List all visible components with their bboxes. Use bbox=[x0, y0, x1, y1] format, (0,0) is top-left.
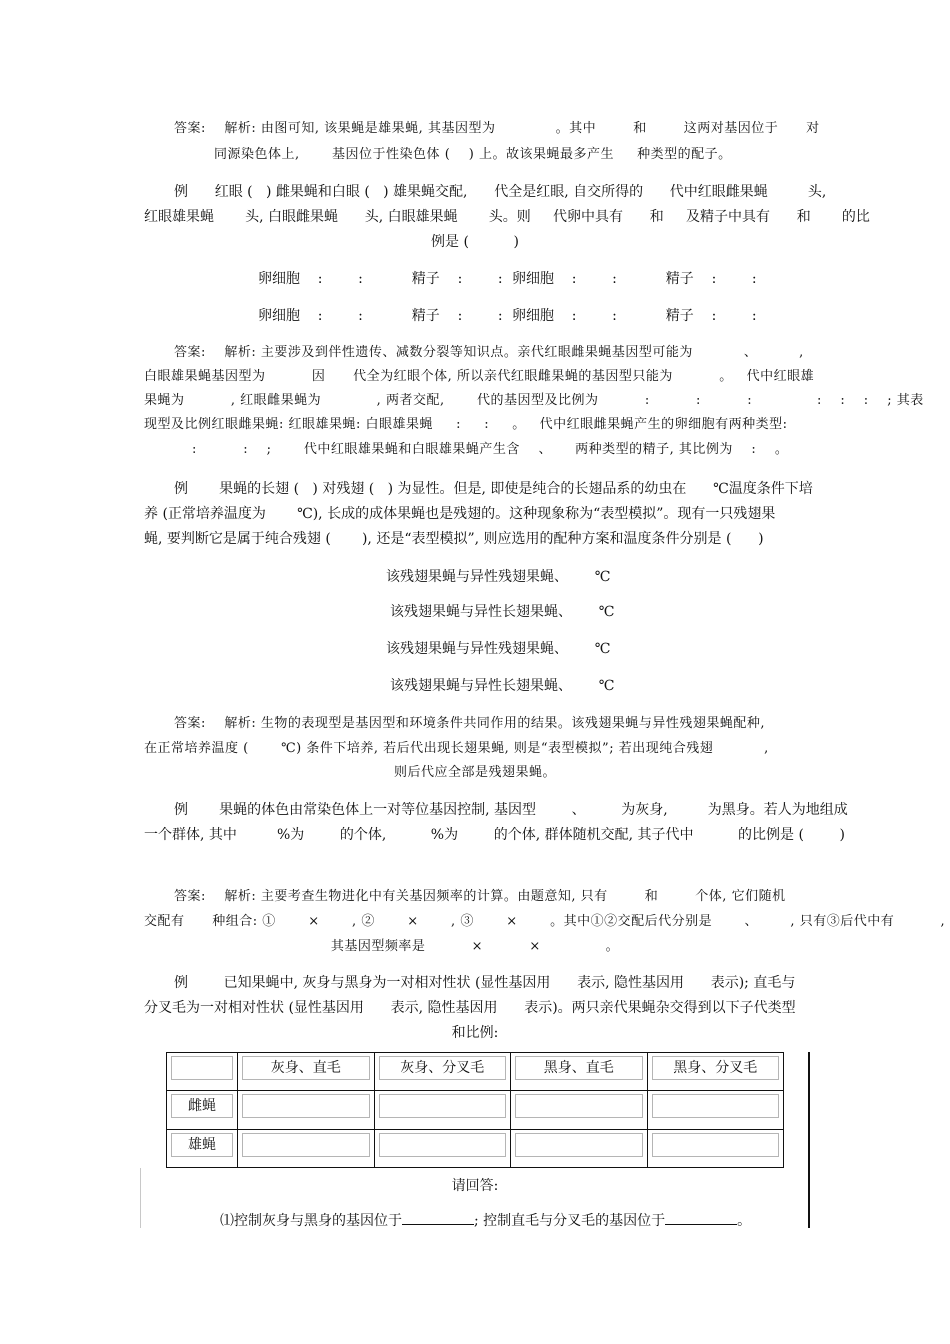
q4-answer-line-1: 答案: 解析: 主要考查生物进化中有关基因频率的计算。由题意知, 只有 和 个体, 它们随机 bbox=[174, 889, 786, 904]
q2-stem-line-3: 例是 ( ) bbox=[431, 234, 519, 250]
q3-stem-line-1: 例 果蝇的长翅 ( ) 对残翅 ( ) 为显性。但是, 即使是纯合的长翅品系的幼虫在 ℃温度条件下培 bbox=[174, 481, 813, 497]
offspring-ratio-table bbox=[166, 1052, 784, 1168]
q2-answer-line-2: 白眼雄果蝇基因型为 因 代全为红眼个体, 所以亲代红眼雌果蝇的基因型只能为 。 代中红眼雄 bbox=[144, 369, 815, 384]
q5-prompt: 请回答: bbox=[451, 1178, 499, 1194]
table-cell-input[interactable] bbox=[242, 1133, 370, 1157]
table-cell-input[interactable] bbox=[379, 1094, 507, 1118]
table-header-row bbox=[167, 1053, 784, 1091]
table-row bbox=[167, 1129, 784, 1167]
q4-stem-line-1: 例 果蝇的体色由常染色体上一对等位基因控制, 基因型 、 为灰身, 为黑身。若人为地组成 bbox=[174, 802, 848, 818]
q5-stem-line-3: 和比例: bbox=[451, 1025, 499, 1041]
q4-answer-line-2: 交配有 种组合: ① × , ② × , ③ × 。其中①②交配后代分别是 、 , 只有③后代中有 , bbox=[144, 914, 946, 929]
q2-answer-line-3: 果蝇为 , 红眼雌果蝇为 , 两者交配, 代的基因型及比例为 : : : : : : ; 其表 bbox=[144, 393, 924, 408]
table-right-rule bbox=[808, 1052, 810, 1228]
q3-stem-line-3: 蝇, 要判断它是属于纯合残翅 ( ), 还是“表型模拟”, 则应选用的配种方案和温度条件分别是 ( ) bbox=[144, 531, 764, 547]
q2-option-a[interactable]: 卵细胞 : : 精子 : : bbox=[258, 271, 503, 287]
table-row bbox=[167, 1091, 784, 1129]
table-header-cell: 黑身、直毛 bbox=[515, 1056, 643, 1080]
q5-sub1-text-a: ⑴控制灰身与黑身的基因位于 bbox=[220, 1213, 402, 1229]
row-label-female: 雌蝇 bbox=[171, 1094, 233, 1118]
q2-stem-line-1: 例 红眼 ( ) 雌果蝇和白眼 ( ) 雄果蝇交配, 代全是红眼, 自交所得的 代中红眼雌果蝇 头, bbox=[174, 184, 827, 200]
q2-stem-line-2: 红眼雄果蝇 头, 白眼雌果蝇 头, 白眼雄果蝇 头。则 代卵中具有 和 及精子中具有 和 的比 bbox=[144, 209, 870, 225]
q3-option-c[interactable]: 该残翅果蝇与异性残翅果蝇、 ℃ bbox=[386, 641, 611, 657]
q2-option-c[interactable]: 卵细胞 : : 精子 : : bbox=[258, 308, 503, 324]
q5-sub1-text-b: ; 控制直毛与分叉毛的基因位于 bbox=[474, 1213, 666, 1229]
q2-answer-line-4: 现型及比例红眼雌果蝇: 红眼雄果蝇: 白眼雄果蝇 : : 。 代中红眼雌果蝇产生的卵细胞有两种类型: bbox=[144, 417, 788, 432]
q4-answer-line-3: 其基因型频率是 × × 。 bbox=[330, 939, 620, 954]
q3-answer-line-1: 答案: 解析: 生物的表现型是基因型和环境条件共同作用的结果。该残翅果蝇与异性残翅果蝇配种, bbox=[174, 716, 766, 731]
q5-stem-line-1: 例 已知果蝇中, 灰身与黑身为一对相对性状 (显性基因用 表示, 隐性基因用 表示); 直毛与 bbox=[174, 975, 796, 991]
q3-option-d[interactable]: 该残翅果蝇与异性长翅果蝇、 ℃ bbox=[390, 678, 615, 694]
q5-stem-line-2: 分叉毛为一对相对性状 (显性基因用 表示, 隐性基因用 表示)。两只亲代果蝇杂交得到以下子代类型 bbox=[144, 1000, 796, 1016]
q2-answer-line-5: : : ; 代中红眼雄果蝇和白眼雄果蝇产生含 、 两种类型的精子, 其比例为 : 。 bbox=[192, 442, 789, 457]
row-label-male: 雄蝇 bbox=[171, 1133, 233, 1157]
table-header-cell: 黑身、分叉毛 bbox=[652, 1056, 780, 1080]
q5-subquestion-1 bbox=[220, 1210, 751, 1232]
q3-answer-line-2: 在正常培养温度 ( ℃) 条件下培养, 若后代出现长翅果蝇, 则是“表型模拟”; 若出现纯合残翅 , bbox=[144, 741, 769, 756]
q2-option-d[interactable]: 卵细胞 : : 精子 : : bbox=[512, 308, 757, 324]
table-cell-input[interactable] bbox=[242, 1094, 370, 1118]
q1-answer-line-2: 同源染色体上, 基因位于性染色体 ( ) 上。故该果蝇最多产生 种类型的配子。 bbox=[214, 147, 732, 162]
table-header-cell bbox=[171, 1056, 233, 1080]
table-cell-input[interactable] bbox=[379, 1133, 507, 1157]
q4-stem-line-2: 一个群体, 其中 %为 的个体, %为 的个体, 群体随机交配, 其子代中 的比例是 ( ) bbox=[144, 827, 845, 843]
q3-option-a[interactable]: 该残翅果蝇与异性残翅果蝇、 ℃ bbox=[386, 569, 611, 585]
table-header-cell: 灰身、分叉毛 bbox=[379, 1056, 507, 1080]
table-header-cell: 灰身、直毛 bbox=[242, 1056, 370, 1080]
q3-stem-line-2: 养 (正常培养温度为 ℃), 长成的成体果蝇也是残翅的。这种现象称为“表型模拟”。现有一只残翅果 bbox=[144, 506, 776, 522]
table-cell-input[interactable] bbox=[515, 1133, 643, 1157]
q1-answer-line-1: 答案: 解析: 由图可知, 该果蝇是雄果蝇, 其基因型为 。其中 和 这两对基因位于 对 bbox=[174, 121, 820, 136]
q3-option-b[interactable]: 该残翅果蝇与异性长翅果蝇、 ℃ bbox=[390, 604, 615, 620]
q2-option-b[interactable]: 卵细胞 : : 精子 : : bbox=[512, 271, 757, 287]
table-cell-input[interactable] bbox=[652, 1094, 780, 1118]
answer-blank-1[interactable] bbox=[402, 1210, 474, 1225]
q2-answer-line-1: 答案: 解析: 主要涉及到伴性遗传、减数分裂等知识点。亲代红眼雌果蝇基因型可能为 、 , bbox=[174, 345, 804, 360]
table-cell-input[interactable] bbox=[652, 1133, 780, 1157]
table-cell-input[interactable] bbox=[515, 1094, 643, 1118]
answer-blank-2[interactable] bbox=[665, 1210, 737, 1225]
q5-sub1-text-end: 。 bbox=[737, 1213, 752, 1229]
q3-answer-line-3: 则后代应全部是残翅果蝇。 bbox=[393, 765, 556, 780]
